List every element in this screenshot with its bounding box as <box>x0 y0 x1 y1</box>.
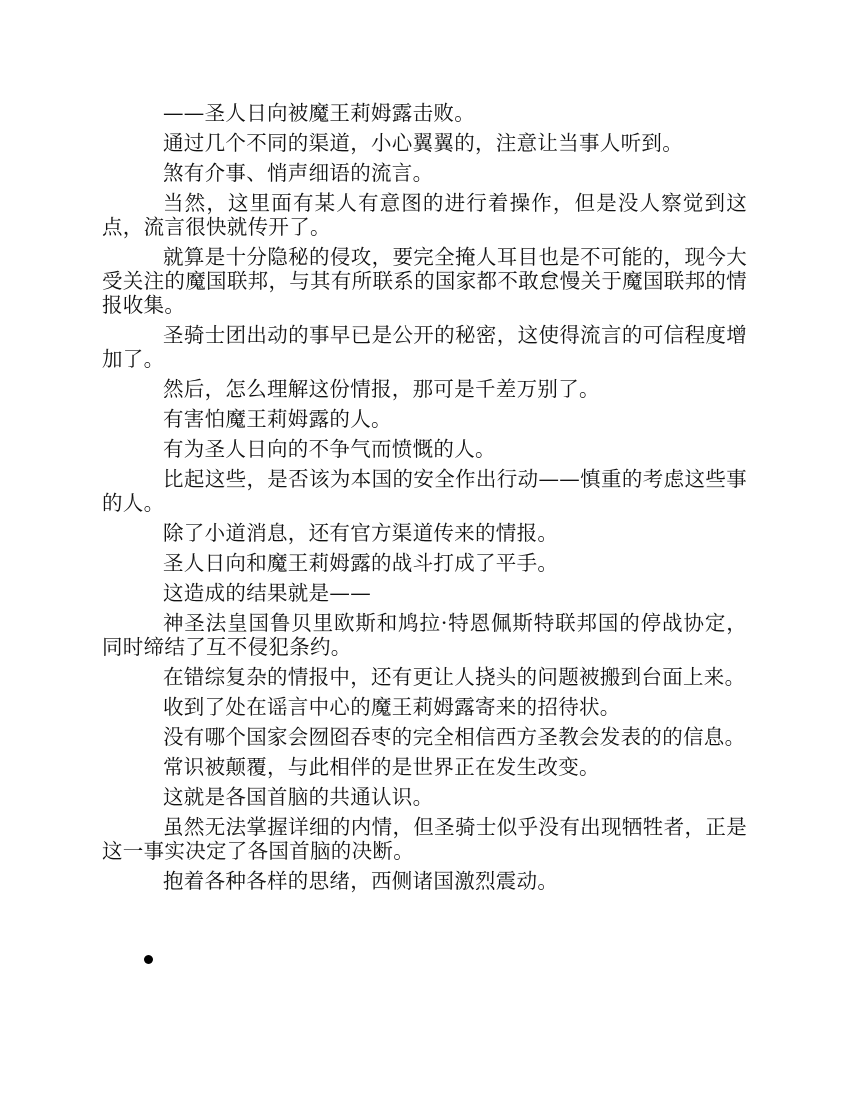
paragraph: 在错综复杂的情报中，还有更让人挠头的问题被搬到台面上来。 <box>163 665 746 689</box>
paragraph: 这造成的结果就是—— <box>163 581 371 605</box>
document-body <box>102 101 747 899</box>
paragraph: 有害怕魔王莉姆露的人。 <box>163 407 392 431</box>
paragraph: 常识被颠覆，与此相伴的是世界正在发生改变。 <box>163 755 600 779</box>
paragraph: 比起这些，是否该为本国的安全作出行动——慎重的考虑这些事的人。 <box>102 467 747 515</box>
paragraph: 通过几个不同的渠道，小心翼翼的，注意让当事人听到。 <box>163 131 683 155</box>
paragraph: 圣骑士团出动的事早已是公开的秘密，这使得流言的可信程度增加了。 <box>102 323 747 371</box>
paragraph: 收到了处在谣言中心的魔王莉姆露寄来的招待状。 <box>163 695 621 719</box>
paragraph: 当然，这里面有某人有意图的进行着操作，但是没人察觉到这点，流言很快就传开了。 <box>102 191 747 239</box>
paragraph: 没有哪个国家会囫囵吞枣的完全相信西方圣教会发表的的信息。 <box>163 725 746 749</box>
paragraph: 除了小道消息，还有官方渠道传来的情报。 <box>163 521 559 545</box>
paragraph: 神圣法皇国鲁贝里欧斯和鸠拉·特恩佩斯特联邦国的停战协定，同时缔结了互不侵犯条约。 <box>102 611 747 659</box>
paragraph: 这就是各国首脑的共通认识。 <box>163 785 434 809</box>
paragraph: 圣人日向和魔王莉姆露的战斗打成了平手。 <box>163 551 559 575</box>
paragraph: 有为圣人日向的不争气而愤慨的人。 <box>163 437 496 461</box>
paragraph: 虽然无法掌握详细的内情，但圣骑士似乎没有出现牺牲者，正是这一事实决定了各国首脑的决断。 <box>102 815 747 863</box>
paragraph: ——圣人日向被魔王莉姆露击败。 <box>163 101 475 125</box>
paragraph: 然后，怎么理解这份情报，那可是千差万别了。 <box>163 377 600 401</box>
paragraph: 就算是十分隐秘的侵攻，要完全掩人耳目也是不可能的，现今大受关注的魔国联邦，与其有所联系的国家都不敢怠慢关于魔国联邦的情报收集。 <box>102 245 747 317</box>
bullet-icon <box>144 955 153 964</box>
paragraph: 煞有介事、悄声细语的流言。 <box>163 161 434 185</box>
paragraph: 抱着各种各样的思绪，西侧诸国激烈震动。 <box>163 869 559 893</box>
